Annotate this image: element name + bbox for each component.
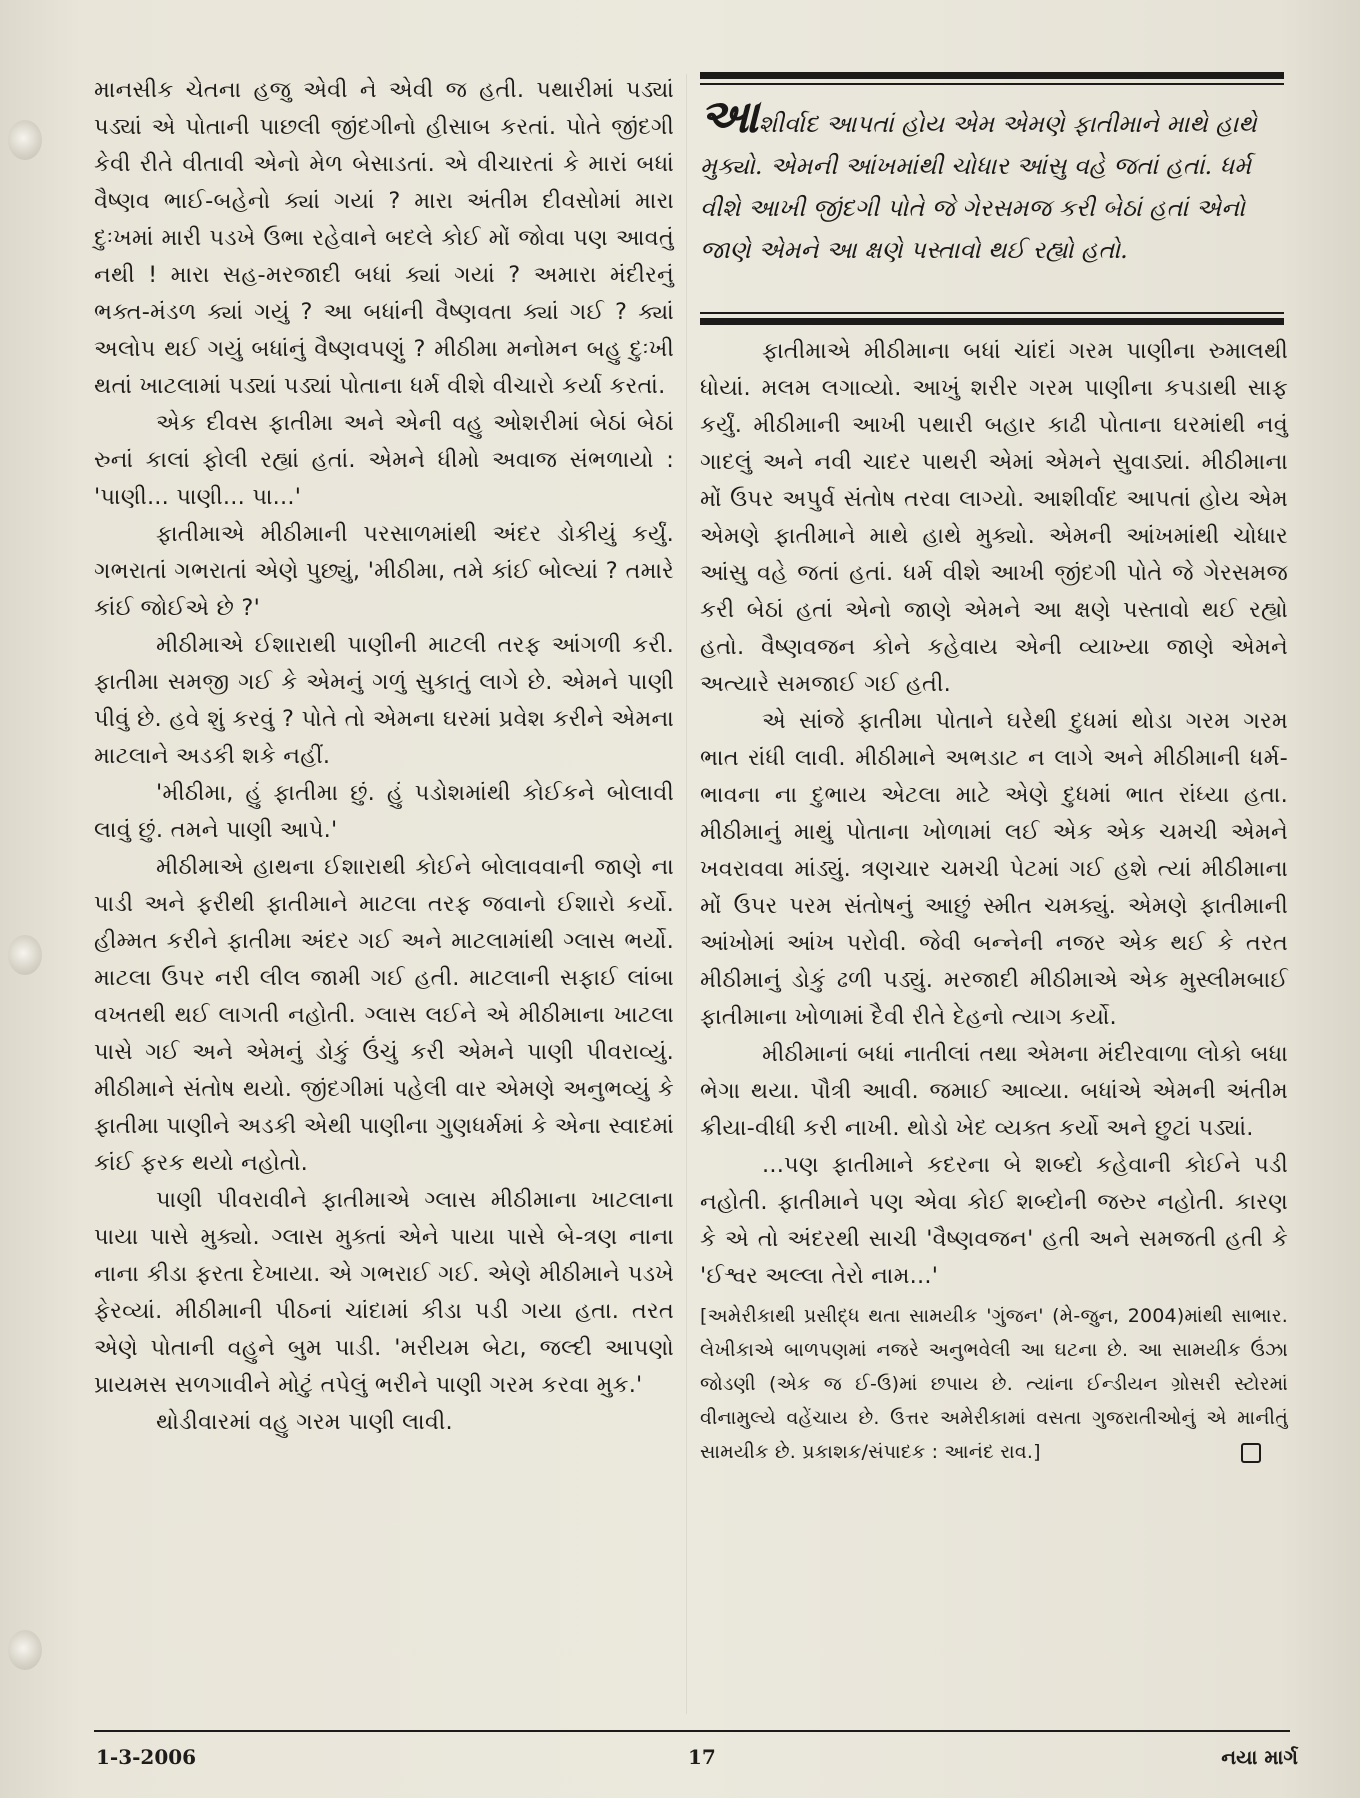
- footer-rule: [94, 1730, 1290, 1732]
- paragraph: મીઠીમાએ હાથના ઈશારાથી કોઈને બોલાવવાની જાણે ના પાડી અને ફરીથી ફાતીમાને માટલા તરફ જવાનો ઈશારો કર્યો. હીમ્મત કરીને ફાતીમા અંદર ગઈ અને માટલામાંથી ગ્લાસ ભર્યો. માટલા ઉપર નરી લીલ જામી ગઈ હતી. માટલાની સફાઈ લાંબા વખતથી થઈ લાગતી નહોતી. ગ્લાસ લઈને એ મીઠીમાના ખાટલા પાસે ગઈ અને એમનું ડોકું ઉંચું કરી એમને પાણી પીવરાવ્યું. મીઠીમાને સંતોષ થયો. જીંદગીમાં પહેલી વાર એમણે અનુભવ્યું કે ફાતીમા પાણીને અડકી એથી પાણીના ગુણધર્મમાં કે એના સ્વાદમાં કાંઈ ફરક થયો નહોતો.: [94, 854, 674, 1176]
- column-divider: [686, 74, 687, 1714]
- paragraph: એ સાંજે ફાતીમા પોતાને ઘરેથી દુધમાં થોડા ગરમ ગરમ ભાત રાંધી લાવી. મીઠીમાને અભડાટ ન લાગે અને મીઠીમાની ધર્મ-ભાવના ના દુભાય એટલા માટે એણે દુધમાં ભાત રાંધ્યા હતા. મીઠીમાનું માથું પોતાના ખોળામાં લઈ એક એક ચમચી એમને ખવરાવવા માંડ્યું. ત્રણચાર ચમચી પેટમાં ગઈ હશે ત્યાં મીઠીમાના મોં ઉપર પરમ સંતોષનું આછું સ્મીત ચમક્યું. એમણે ફાતીમાની આંખોમાં આંખ પરોવી. જેવી બન્નેની નજર એક થઈ કે તરત મીઠીમાનું ડોકું ઢળી પડ્યું. મરજાદી મીઠીમાએ એક મુસ્લીમબાઈ ફાતીમાના ખોળામાં દૈવી રીતે દેહનો ત્યાગ કર્યો.: [700, 708, 1288, 1030]
- paragraph: થોડીવારમાં વહુ ગરમ પાણી લાવી.: [156, 1409, 453, 1435]
- pull-quote-text: શીર્વાદ આપતાં હોય એમ એમણે ફાતીમાને માથે હાથે મુક્યો. એમની આંખમાંથી ચોધાર આંસુ વહે જતાં હતાં. ધર્મ વીશે આખી જીંદગી પોતે જે ગેરસમજ કરી બેઠાં હતાં એનો જાણે એમને આ ક્ષણે પસ્તાવો થઈ રહ્યો હતો.: [700, 110, 1257, 264]
- pull-quote-rule: [700, 72, 1284, 79]
- end-mark-icon: [1241, 1443, 1261, 1463]
- paragraph: મીઠીમાએ ઈશારાથી પાણીની માટલી તરફ આંગળી કરી. ફાતીમા સમજી ગઈ કે એમનું ગળું સુકાતું લાગે છે. એમને પાણી પીવું છે. હવે શું કરવું ? પોતે તો એમના ઘરમાં પ્રવેશ કરીને એમના માટલાને અડકી શકે નહીં.: [94, 632, 674, 769]
- page-number: 17: [688, 1745, 716, 1769]
- punch-hole: [8, 120, 42, 160]
- punch-hole: [8, 935, 42, 975]
- paragraph: માનસીક ચેતના હજુ એવી ને એવી જ હતી. પથારીમાં પડ્યાં પડ્યાં એ પોતાની પાછલી જીંદગીનો હીસાબ કરતાં. પોતે જીંદગી કેવી રીતે વીતાવી એનો મેળ બેસાડતાં. એ વીચારતાં કે મારાં બધાં વૈષ્ણવ ભાઈ-બહેનો ક્યાં ગયાં ? મારા અંતીમ દીવસોમાં મારા દુઃખમાં મારી પડખે ઉભા રહેવાને બદલે કોઈ મોં જોવા પણ આવતું નથી ! મારા સહ-મરજાદી બધાં ક્યાં ગયાં ? અમારા મંદીરનું ભક્ત-મંડળ ક્યાં ગયું ? આ બધાંની વૈષ્ણવતા ક્યાં ગઈ ? ક્યાં અલોપ થઈ ગયું બધાંનું વૈષ્ણવપણું ? મીઠીમા મનોમન બહુ દુઃખી થતાં ખાટલામાં પડ્યાં પડ્યાં પોતાના ધર્મ વીશે વીચારો કર્યા કરતાં.: [94, 77, 674, 399]
- footer-date: 1-3-2006: [96, 1745, 197, 1769]
- paragraph: એક દીવસ ફાતીમા અને એની વહુ ઓશરીમાં બેઠાં બેઠાં રુનાં કાલાં ફોલી રહ્યાં હતાં. એમને ધીમો અવાજ સંભળાયો : 'પાણી... પાણી... પા...': [94, 410, 674, 510]
- pull-quote-initial: આ: [700, 89, 759, 143]
- paragraph: ફાતીમાએ મીઠીમાની પરસાળમાંથી અંદર ડોકીયું કર્યું. ગભરાતાં ગભરાતાં એણે પુછ્યું, 'મીઠીમા, તમે કાંઈ બોલ્યાં ? તમારે કાંઈ જોઈએ છે ?': [94, 521, 674, 621]
- paragraph: ...પણ ફાતીમાને કદરના બે શબ્દો કહેવાની કોઈને પડી નહોતી. ફાતીમાને પણ એવા કોઈ શબ્દોની જરુર નહોતી. કારણ કે એ તો અંદરથી સાચી 'વૈષ્ણવજન' હતી અને સમજતી હતી કે 'ઈશ્વર અલ્લા તેરો નામ...': [700, 1152, 1288, 1289]
- punch-hole: [8, 1630, 42, 1670]
- paragraph: મીઠીમાનાં બધાં નાતીલાં તથા એમના મંદીરવાળા લોકો બધા ભેગા થયા. પૌત્રી આવી. જમાઈ આવ્યા. બધાંએ એમની અંતીમ ક્રીયા-વીધી કરી નાખી. થોડો ખેદ વ્યક્ત કર્યો અને છુટાં પડ્યાં.: [700, 1041, 1288, 1141]
- left-column: [94, 72, 674, 1441]
- paragraph: પાણી પીવરાવીને ફાતીમાએ ગ્લાસ મીઠીમાના ખાટલાના પાયા પાસે મુક્યો. ગ્લાસ મુક્તાં એને પાયા પાસે બે-ત્રણ નાના નાના કીડા ફરતા દેખાયા. એ ગભરાઈ ગઈ. એણે મીઠીમાને પડખે ફેરવ્યાં. મીઠીમાની પીઠનાં ચાંદામાં કીડા પડી ગયા હતા. તરત એણે પોતાની વહુને બુમ પાડી. 'મરીયમ બેટા, જલ્દી આપણો પ્રાયમસ સળગાવીને મોટું તપેલું ભરીને પાણી ગરમ કરવા મુક.': [94, 1187, 674, 1398]
- source-note: [700, 1299, 1288, 1469]
- pull-quote-rule: [700, 318, 1284, 325]
- pull-quote-rule: [700, 83, 1284, 85]
- magazine-name: નયા માર્ગ: [1221, 1745, 1298, 1769]
- paragraph: ફાતીમાએ મીઠીમાના બધાં ચાંદાં ગરમ પાણીના રુમાલથી ધોયાં. મલમ લગાવ્યો. આખું શરીર ગરમ પાણીના કપડાથી સાફ કર્યું. મીઠીમાની આખી પથારી બહાર કાઢી પોતાના ઘરમાંથી નવું ગાદલું અને નવી ચાદર પાથરી એમાં એમને સુવાડ્યાં. મીઠીમાના મોં ઉપર અપુર્વ સંતોષ તરવા લાગ્યો. આશીર્વાદ આપતાં હોય એમ એમણે ફાતીમાને માથે હાથે મુક્યો. એમની આંખમાંથી ચોધાર આંસુ વહે જતાં હતાં. ધર્મ વીશે આખી જીંદગી પોતે જે ગેરસમજ કરી બેઠાં હતાં એનો જાણે એમને આ ક્ષણે પસ્તાવો થઈ રહ્યો હતો. વૈષ્ણવજન કોને કહેવાય એની વ્યાખ્યા જાણે એમને અત્યારે સમજાઈ ગઈ હતી.: [700, 338, 1288, 697]
- pull-quote: [700, 89, 1284, 271]
- source-note-text: [અમેરીકાથી પ્રસીદ્ધ થતા સામયીક 'ગુંજન' (મે-જુન, 2004)માંથી સાભાર. લેખીકાએ બાળપણમાં નજરે અનુભવેલી આ ઘટના છે. આ સામયીક ઉંઝા જોડણી (એક જ ઈ-ઉ)માં છપાય છે. ત્યાંના ઈન્ડીયન ગ્રોસરી સ્ટોરમાં વીનામુલ્યે વહેંચાય છે. ઉત્તર અમેરીકામાં વસતા ગુજરાતીઓનું એ માનીતું સામયીક છે. પ્રકાશક/સંપાદક : આનંદ રાવ.]: [700, 1305, 1288, 1463]
- pull-quote-rule: [700, 312, 1284, 314]
- right-column: [700, 333, 1288, 1469]
- paragraph: 'મીઠીમા, હું ફાતીમા છું. હું પડોશમાંથી કોઈકને બોલાવી લાવું છું. તમને પાણી આપે.': [94, 780, 674, 843]
